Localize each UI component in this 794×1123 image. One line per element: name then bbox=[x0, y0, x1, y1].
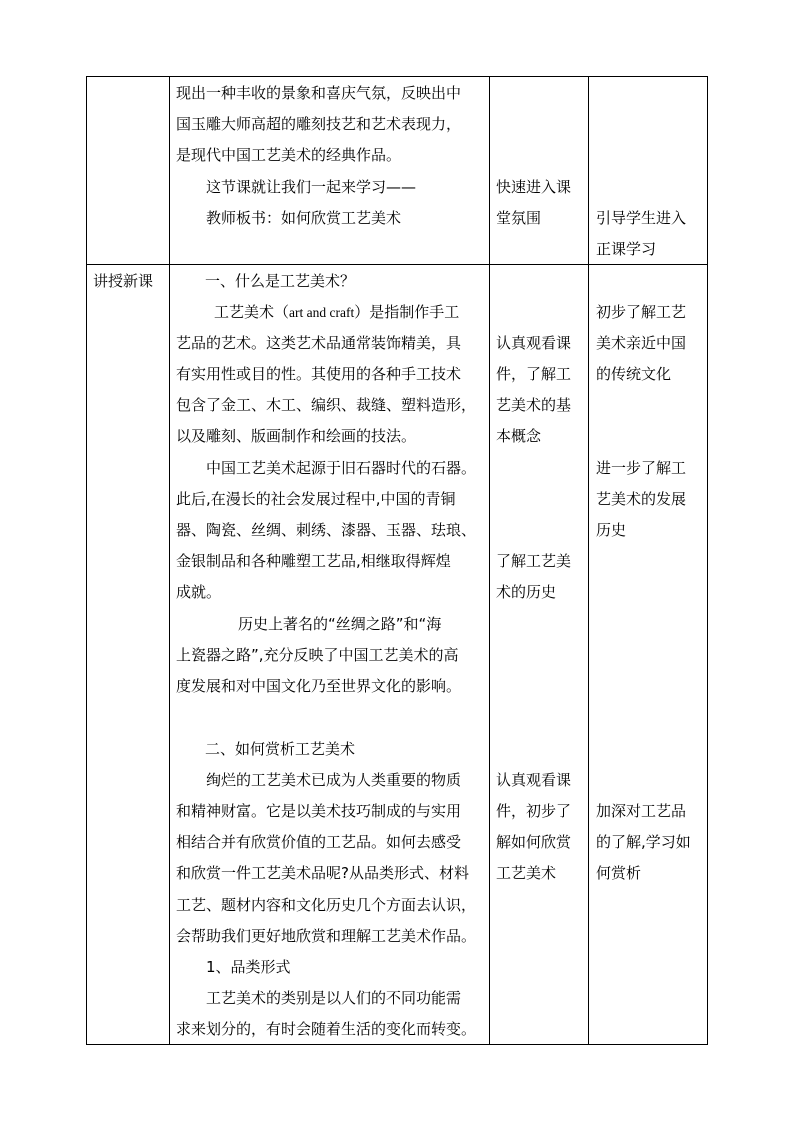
content-line: 工艺、题材内容和文化历史几个方面去认识， bbox=[176, 896, 477, 914]
content-text-latin: art and craft bbox=[289, 305, 355, 320]
stage-label: 讲授新课 bbox=[93, 272, 154, 290]
content-line: 绚烂的工艺美术已成为人类重要的物质 bbox=[206, 771, 462, 789]
design-intent-line: 正课学习 bbox=[596, 240, 657, 258]
content-text: 工艺美术（ bbox=[214, 303, 290, 321]
content-line: 包含了金工、木工、编织、裁缝、塑料造形， bbox=[176, 396, 477, 414]
content-line: 是现代中国工艺美术的经典作品。 bbox=[176, 146, 402, 164]
design-intent-line: 引导学生进入 bbox=[596, 209, 687, 227]
student-activity-line: 认真观看课 bbox=[496, 334, 572, 352]
content-line: 艺品的艺术。这类艺术品通常装饰精美，具 bbox=[176, 334, 462, 352]
content-line: 国玉雕大师高超的雕刻技艺和艺术表现力， bbox=[176, 115, 462, 133]
table-column-divider bbox=[489, 76, 490, 1045]
content-line: 教师板书：如何欣赏工艺美术 bbox=[206, 209, 402, 227]
content-line: 现出一种丰收的景象和喜庆气氛，反映出中 bbox=[176, 84, 462, 102]
student-activity-line: 工艺美术 bbox=[496, 864, 557, 882]
student-activity-line: 艺美术的基 bbox=[496, 396, 572, 414]
content-line: 上瓷器之路”,充分反映了中国工艺美术的高 bbox=[176, 646, 459, 664]
table-border-left bbox=[86, 76, 87, 1045]
content-line bbox=[214, 302, 459, 323]
content-line: 以及雕刻、版画制作和绘画的技法。 bbox=[176, 427, 417, 445]
design-intent-line: 进一步了解工 bbox=[596, 459, 687, 477]
student-activity-line: 术的历史 bbox=[496, 583, 557, 601]
content-line: 器、陶瓷、丝绸、刺绣、漆器、玉器、珐琅、 bbox=[176, 521, 477, 539]
table-border-top bbox=[86, 76, 708, 77]
table-row-divider bbox=[86, 264, 708, 265]
content-line: 这节课就让我们一起来学习—— bbox=[206, 178, 417, 196]
content-line: 和欣赏一件工艺美术品呢?从品类形式、材料 bbox=[176, 864, 469, 882]
content-line: 中国工艺美术起源于旧石器时代的石器。 bbox=[206, 459, 477, 477]
student-activity-line: 了解工艺美 bbox=[496, 552, 572, 570]
content-line: 有实用性或目的性。其使用的各种手工技术 bbox=[176, 365, 462, 383]
design-intent-line: 的了解,学习如 bbox=[596, 833, 691, 851]
content-line: 和精神财富。它是以美术技巧制成的与实用 bbox=[176, 802, 462, 820]
design-intent-line: 加深对工艺品 bbox=[596, 802, 687, 820]
content-line: 成就。 bbox=[176, 583, 222, 601]
student-activity-line: 件，了解工 bbox=[496, 365, 572, 383]
design-intent-line: 美术亲近中国 bbox=[596, 334, 687, 352]
design-intent-line: 初步了解工艺 bbox=[596, 303, 687, 321]
student-activity-line: 认真观看课 bbox=[496, 771, 572, 789]
content-line: 会帮助我们更好地欣赏和理解工艺美术作品。 bbox=[176, 927, 477, 945]
section-heading: 一、什么是工艺美术？ bbox=[205, 272, 356, 290]
content-text: ）是指制作手工 bbox=[354, 303, 460, 321]
student-activity-line: 堂氛围 bbox=[496, 209, 542, 227]
design-intent-line: 的传统文化 bbox=[596, 365, 672, 383]
section-heading: 二、如何赏析工艺美术 bbox=[205, 740, 356, 758]
table-column-divider bbox=[169, 76, 170, 1045]
table-border-right bbox=[707, 76, 708, 1045]
content-line: 相结合并有欣赏价值的工艺品。如何去感受 bbox=[176, 833, 462, 851]
subsection-heading: 1、品类形式 bbox=[206, 958, 291, 976]
design-intent-line: 何赏析 bbox=[596, 864, 642, 882]
content-line: 此后,在漫长的社会发展过程中,中国的青铜 bbox=[176, 490, 456, 508]
content-line: 历史上著名的“丝绸之路”和“海 bbox=[238, 615, 442, 633]
content-line: 求来划分的，有时会随着生活的变化而转变。 bbox=[176, 1020, 477, 1038]
design-intent-line: 艺美术的发展 bbox=[596, 490, 687, 508]
student-activity-line: 件，初步了 bbox=[496, 802, 572, 820]
table-border-bottom bbox=[86, 1044, 708, 1045]
student-activity-line: 解如何欣赏 bbox=[496, 833, 572, 851]
content-line: 金银制品和各种雕塑工艺品,相继取得辉煌 bbox=[176, 552, 451, 570]
content-line: 度发展和对中国文化乃至世界文化的影响。 bbox=[176, 677, 462, 695]
table-column-divider bbox=[588, 76, 589, 1045]
student-activity-line: 快速进入课 bbox=[496, 178, 572, 196]
student-activity-line: 本概念 bbox=[496, 427, 542, 445]
design-intent-line: 历史 bbox=[596, 521, 627, 539]
content-line: 工艺美术的类别是以人们的不同功能需 bbox=[206, 989, 462, 1007]
